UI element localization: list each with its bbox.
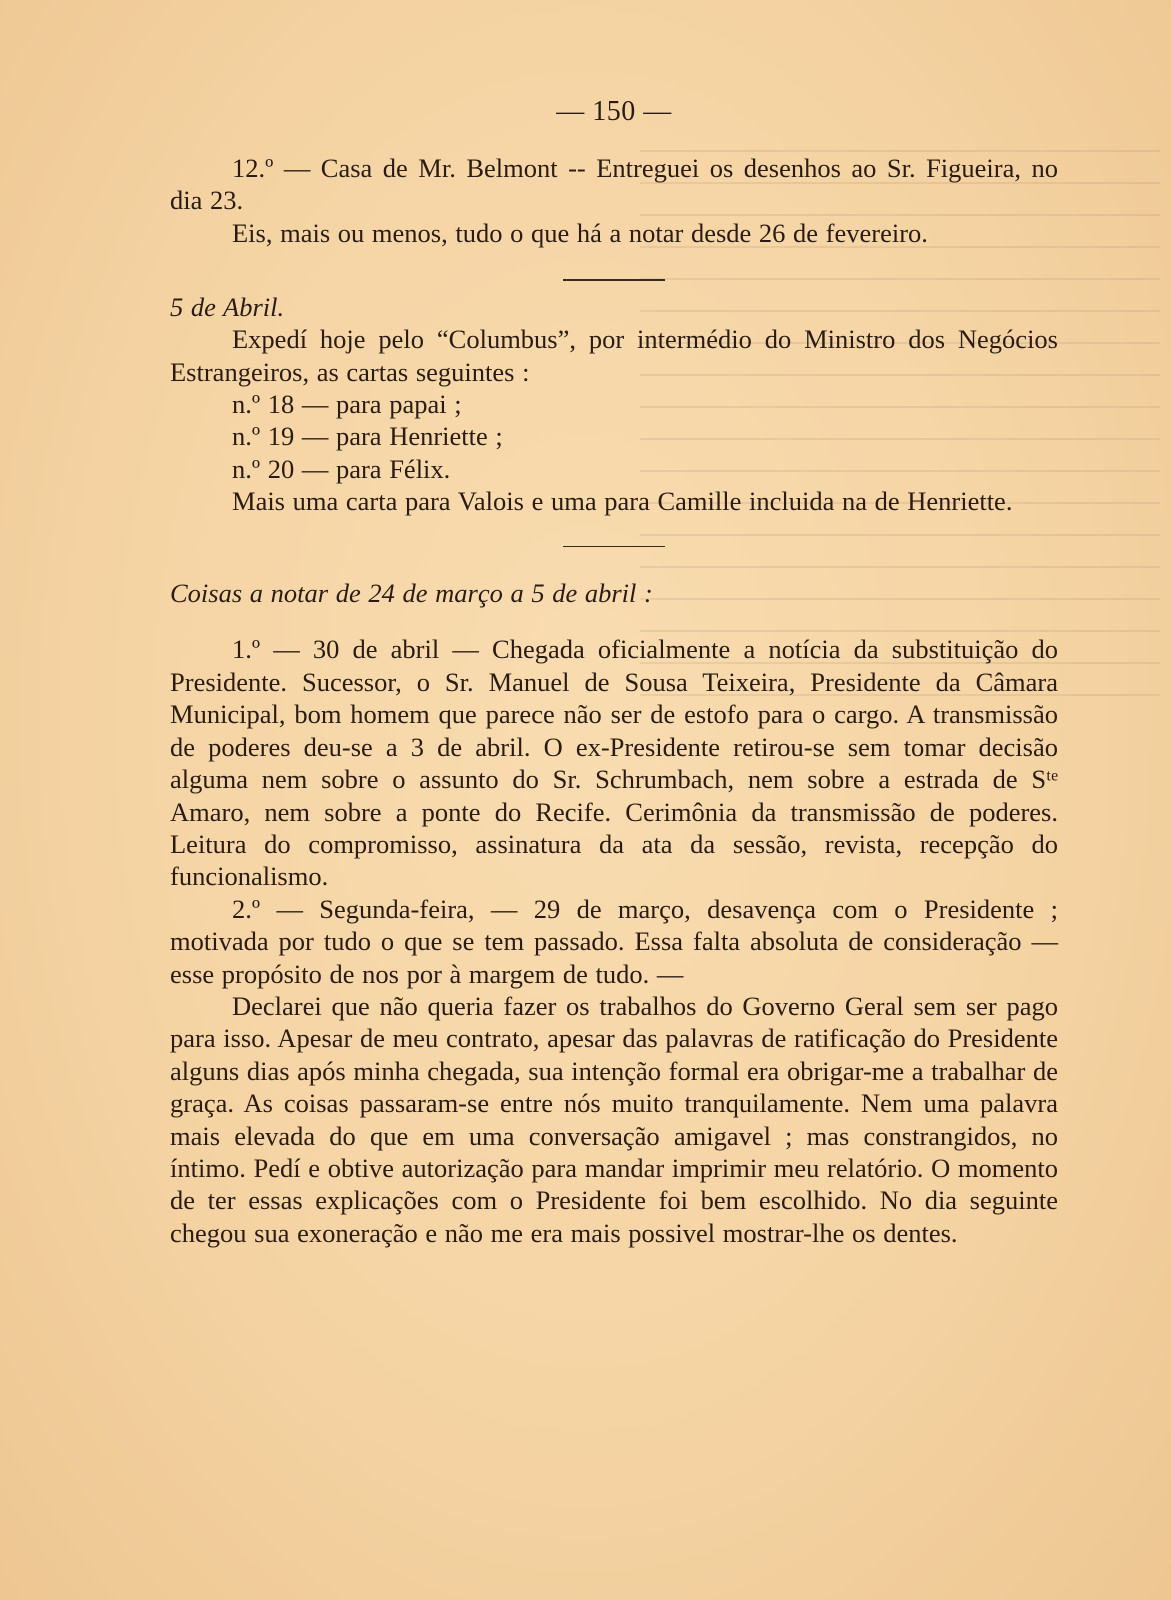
item-12-paragraph: 12.º — Casa de Mr. Belmont -- Entreguei os desenhos ao Sr. Figueira, no dia 23.	[170, 153, 1058, 216]
letter-item: n.º 18 — para papai ;	[232, 388, 462, 419]
section-divider	[563, 279, 665, 281]
section-divider	[563, 546, 665, 548]
note-item-2: 2.º — Segunda-feira, — 29 de março, desavença com o Presidente ; motivada por tudo o que se tem passado. Essa falta absoluta de consideração — esse propósito de nos por à margem de tudo. —	[170, 893, 1058, 989]
note-item-1: 1.º — 30 de abril — Chegada oficialmente a notícia da substituição do Presidente. Sucessor, o Sr. Manuel de Sousa Teixeira, Presidente da Câmara Municipal, bom homem que parece não ser de estofo para o cargo. A transmissão de poderes deu-se a 3 de abril. O ex-Presidente retirou-se sem tomar decisão alguma nem sobre o assunto do Sr. Schrumbach, nem sobre a estrada de Sᵗᵉ Amaro, nem sobre a ponte do Recife. Cerimônia da transmissão de poderes. Leitura do compromisso, assinatura da ata da sessão, revista, recepção do funcionalismo.	[170, 634, 1058, 892]
date-heading: 5 de Abril.	[170, 291, 285, 322]
spacer	[170, 609, 1058, 633]
declaration-paragraph: Declarei que não queria fazer os trabalhos do Governo Geral sem ser pago para isso. Apesar de meu contrato, apesar das palavras de ratificação do Presidente alguns dias após minha chegada, sua intenção formal era obrigar-me a trabalhar de graça. As coisas passaram-se entre nós muito tranquilamente. Nem uma palavra mais elevada do que em uma conversação amigavel ; mas constrangidos, no íntimo. Pedí e obtive autorização para mandar imprimir meu relatório. O momento de ter essas explicações com o Presidente foi bem escolhido. No dia seguinte chegou sua exoneração e não me era mais possivel mostrar-lhe os dentes.	[170, 990, 1058, 1248]
letters-intro-paragraph: Expedí hoje pelo “Columbus”, por intermédio do Ministro dos Negócios Estrangeiros, as cartas seguintes :	[170, 324, 1058, 387]
letter-item: n.º 20 — para Félix.	[232, 453, 451, 484]
book-page	[170, 96, 1058, 1249]
extra-letters-paragraph: Mais uma carta para Valois e uma para Camille incluida na de Henriette.	[232, 486, 1013, 517]
summary-paragraph: Eis, mais ou menos, tudo o que há a notar desde 26 de fevereiro.	[232, 217, 928, 248]
letter-item: n.º 19 — para Henriette ;	[232, 421, 503, 452]
page-number: — 150 —	[556, 96, 672, 127]
notes-heading: Coisas a notar de 24 de março a 5 de abril :	[170, 578, 653, 609]
